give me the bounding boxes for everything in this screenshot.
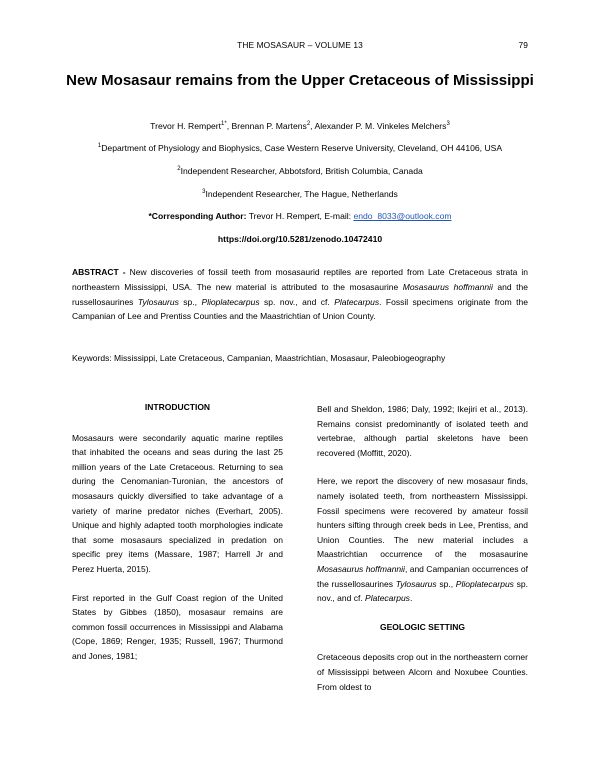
affiliation-marker: 1* [221,121,227,128]
affiliation-marker: 3 [446,121,450,128]
section-heading-introduction: INTRODUCTION [144,402,211,412]
author-name: Brennan P. Martens [231,121,307,131]
left-column [72,400,283,678]
affiliation-3: $^3$Independent Researcher, The Hague, Netherlands [202,189,398,199]
corresponding-author: *Corresponding Author: Trevor H. Rempert, E-mail: endo_8033@outlook.com [148,211,452,221]
paper-title: New Mosasaur remains from the Upper Cretaceous of Mississippi [66,72,534,89]
keywords: Keywords: Mississippi, Late Cretaceous, Campanian, Maastrichtian, Mosasaur, Paleobiogeography [72,353,446,363]
journal-name: THE MOSASAUR – VOLUME 13 [237,40,363,50]
author-name: Alexander P. M. Vinkeles Melchers [314,121,447,131]
paragraph: Cretaceous deposits crop out in the northeastern corner of Mississippi between Alcorn and Noxubee Counties. From oldest to [317,652,528,692]
doi-link[interactable]: https://doi.org/10.5281/zenodo.10472410 [217,234,383,244]
author-list: Trevor H. Rempert$^{1*}$, Brennan P. Martens$^2$, Alexander P. M. Vinkeles Melchers$^3$ [150,121,450,131]
paragraph: Mosasaurs were secondarily aquatic marine reptiles that inhabited the oceans and seas during the last 25 million years of the Late Cretaceous. Returning to sea during the Cenomanian-Turonian, the ancestors of mosasaurs quickly diversified to take advantage of a variety of marine predator niches (Everhart, 2005). Unique and highly adapted tooth morphologies indicate that some mosasaurs specialized in predation on specific prey items (Massare, 1987; Harrell Jr and Perez Huerta, 2015). [72,432,283,574]
abstract: ABSTRACT - New discoveries of fossil teeth from mosasaurid reptiles are reported from Late Cretaceous strata in northeastern Mississippi, USA. The new material is attributed to the mosasaurine Mosasaurus hoffmannii and the russellosaurines Tylosaurus sp., Plioplatecarpus sp. nov., and cf. Platecarpus. Fossil specimens originate from the Campanian of Lee and Prentiss Counties and the Maastrichtian of Union County. [72,267,528,322]
author-name: Trevor H. Rempert [150,121,222,131]
paragraph: Here, we report the discovery of new mosasaur finds, namely isolated teeth, from northeastern Mississippi. Fossil specimens were recovered by amateur fossil hunters sifting through creek beds in Lee, Prentiss, and Union Counties. The new material includes a Maastrichtian occurrence of the mosasaurine Mosasaurus hoffmannii, and Campanian occurrences of the russellosaurines Tylosaurus sp., Plioplatecarpus sp. nov., and cf. Platecarpus. [317,476,528,604]
affiliation-1: $^1$Department of Physiology and Biophysics, Case Western Reserve University, Cleveland, OH 44106, USA [97,143,503,153]
affiliation-2: $^2$Independent Researcher, Abbotsford, British Columbia, Canada [177,166,423,176]
page-number: 79 [518,40,528,50]
paragraph: Bell and Sheldon, 1986; Daly, 1992; Ikejiri et al., 2013). Remains consist predominantly of isolated teeth and vertebrae, although partial skeletons have been recovered (Moffitt, 2020). [317,404,528,458]
right-column [317,402,528,708]
affiliation-marker: 2 [306,121,311,128]
paragraph: First reported in the Gulf Coast region of the United States by Gibbes (1850), mosasaur remains are common fossil occurrences in Mississippi and Alabama (Cope, 1869; Renger, 1935; Russell, 1967; Thurmond and Jones, 1981; [72,592,283,661]
section-heading-geologic-setting: GEOLOGIC SETTING [379,621,465,632]
email-link[interactable]: endo_8033@outlook.com [353,211,452,221]
